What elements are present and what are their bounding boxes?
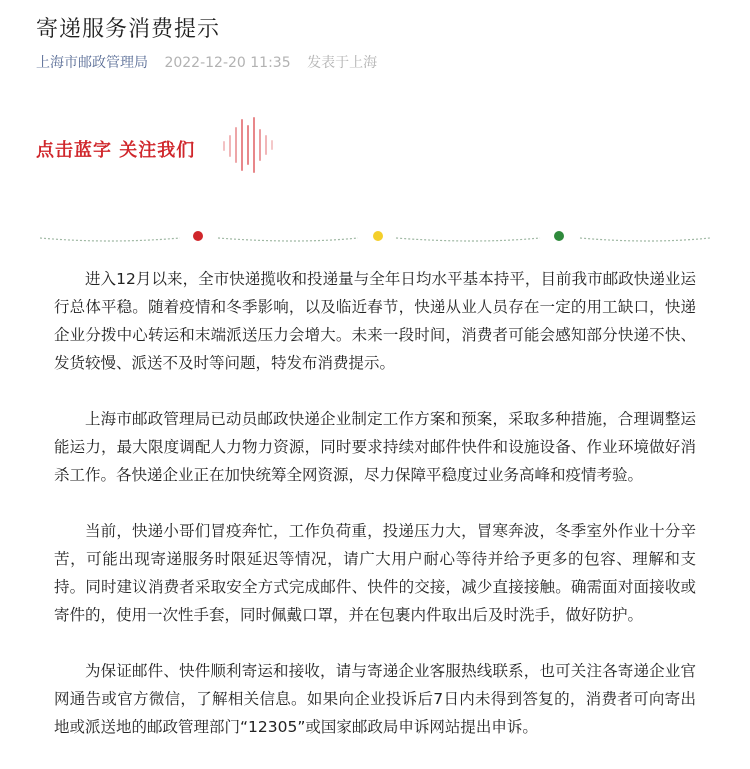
paragraph-3: 当前，快递小哥们冒疫奔忙，工作负荷重，投递压力大，冒寒奔波，冬季室外作业十分辛苦，可能出现寄递服务时限延迟等情况，请广大用户耐心等待并给予更多的包容、理解和支持。同时建议消费者采取安全方式完成邮件、快件的交接，减少直接接触。确需面对面接收或寄件的，使用一次性手套，同时佩戴口罩，并在包裹内件取出后及时洗手，做好防护。 <box>54 522 696 624</box>
article-body <box>54 265 696 769</box>
decorative-divider <box>40 226 710 248</box>
publish-location: 发表于上海 <box>307 55 378 71</box>
yellow-dot <box>373 231 383 241</box>
publish-date: 2022-12-20 11:35 <box>164 55 291 71</box>
paragraph-4: 为保证邮件、快件顺利寄运和接收，请与寄递企业客服热线联系，也可关注各寄递企业官网通告或官方微信，了解相关信息。如果向企业投诉后7日内未得到答复的，消费者可向寄出地或派送地的邮政管理部门“12305”或国家邮政局申诉网站提出申诉。 <box>54 662 696 736</box>
red-dot <box>193 231 203 241</box>
sound-wave-icon <box>222 116 282 174</box>
article-title: 寄递服务消费提示 <box>36 17 221 42</box>
green-dot <box>554 231 564 241</box>
paragraph-1: 进入12月以来，全市快递揽收和投递量与全年日均水平基本持平，目前我市邮政快递业运行总体平稳。随着疫情和冬季影响，以及临近春节，快递从业人员存在一定的用工缺口，快递企业分拨中心转运和末端派送压力会增大。未来一段时间，消费者可能会感知部分快递不快、发货较慢、派送不及时等问题，特发布消费提示。 <box>54 270 696 372</box>
paragraph-2: 上海市邮政管理局已动员邮政快递企业制定工作方案和预案，采取多种措施，合理调整运能运力，最大限度调配人力物力资源，同时要求持续对邮件快件和设施设备、作业环境做好消杀工作。各快递企业正在加快统筹全网资源，尽力保障平稳度过业务高峰和疫情考验。 <box>54 410 696 484</box>
follow-banner-text[interactable]: 点击蓝字 关注我们 <box>36 140 196 161</box>
author-link[interactable]: 上海市邮政管理局 <box>36 55 148 71</box>
article-meta <box>36 52 377 72</box>
